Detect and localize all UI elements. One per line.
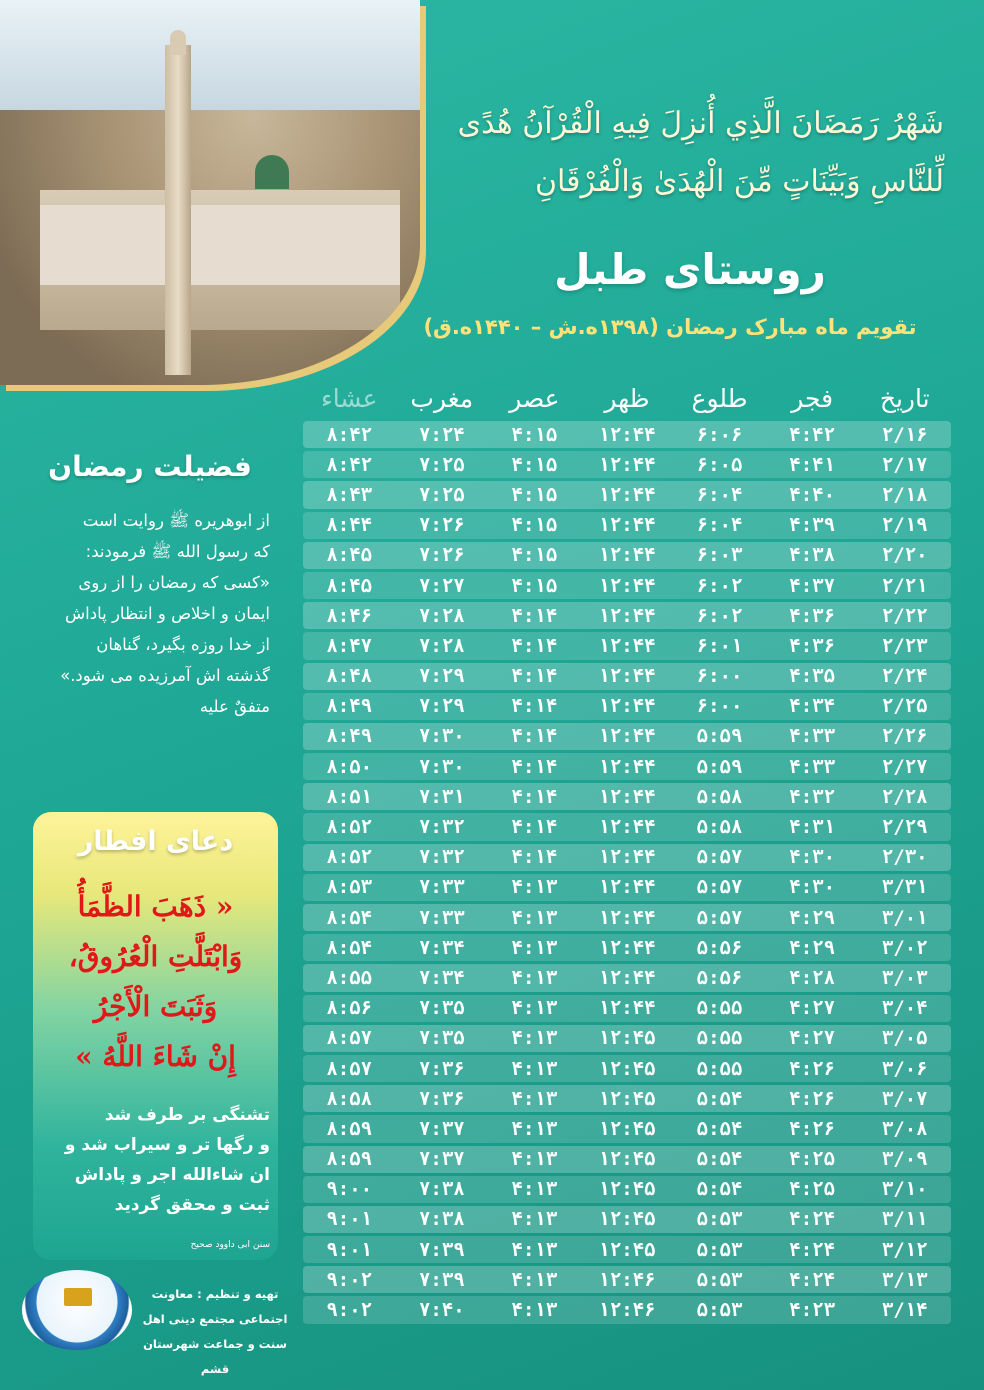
cell-date: ۳/۱۱: [881, 1208, 928, 1231]
cell-dhuhr: ۱۲:۴۴: [598, 544, 656, 567]
cell-date: ۳/۱۲: [881, 1238, 928, 1261]
table-row: [303, 481, 951, 508]
cell-sunrise: ۶:۰۲: [696, 574, 743, 597]
cell-sunrise: ۶:۰۴: [696, 483, 743, 506]
table-row: [303, 663, 951, 690]
cell-asr: ۴:۱۳: [511, 876, 558, 899]
organization-logo: [22, 1270, 132, 1350]
dua-arabic-line: « ذَهَبَ الظَّمَأُ: [77, 890, 234, 923]
cell-isha: ۸:۵۹: [326, 1117, 373, 1140]
cell-fajr: ۴:۲۹: [789, 936, 836, 959]
cell-dhuhr: ۱۲:۴۴: [598, 906, 656, 929]
cell-fajr: ۴:۲۴: [789, 1268, 836, 1291]
iftar-dua-box: [33, 812, 278, 1260]
cell-maghrib: ۷:۲۵: [418, 453, 465, 476]
cell-date: ۲/۲۰: [881, 544, 928, 567]
cell-maghrib: ۷:۳۰: [418, 725, 465, 748]
cell-isha: ۸:۵۹: [326, 1148, 373, 1171]
cell-maghrib: ۷:۳۸: [418, 1208, 465, 1231]
table-row: [303, 874, 951, 901]
cell-sunrise: ۵:۵۵: [696, 1057, 743, 1080]
cell-maghrib: ۷:۳۲: [418, 816, 465, 839]
cell-date: ۲/۱۸: [881, 483, 928, 506]
cell-date: ۳/۰۳: [881, 966, 928, 989]
cell-asr: ۴:۱۴: [511, 785, 558, 808]
cell-isha: ۸:۵۳: [326, 876, 373, 899]
cell-asr: ۴:۱۴: [511, 695, 558, 718]
cell-maghrib: ۷:۳۳: [418, 906, 465, 929]
cell-dhuhr: ۱۲:۴۵: [598, 1178, 656, 1201]
cell-fajr: ۴:۳۶: [789, 634, 836, 657]
cell-dhuhr: ۱۲:۴۴: [598, 725, 656, 748]
cell-fajr: ۴:۲۷: [789, 1027, 836, 1050]
table-row: [303, 995, 951, 1022]
table-row: [303, 813, 951, 840]
dua-arabic: [43, 882, 268, 1082]
table-row: [303, 934, 951, 961]
cell-isha: ۸:۴۳: [326, 483, 373, 506]
table-row: [303, 783, 951, 810]
cell-maghrib: ۷:۳۹: [418, 1238, 465, 1261]
cell-dhuhr: ۱۲:۴۴: [598, 695, 656, 718]
cell-sunrise: ۵:۵۴: [696, 1117, 743, 1140]
cell-asr: ۴:۱۵: [511, 514, 558, 537]
cell-sunrise: ۵:۵۶: [696, 966, 743, 989]
cell-date: ۲/۱۶: [881, 423, 928, 446]
cell-dhuhr: ۱۲:۴۴: [598, 816, 656, 839]
table-row: [303, 1055, 951, 1082]
table-row: [303, 421, 951, 448]
cell-asr: ۴:۱۵: [511, 483, 558, 506]
cell-maghrib: ۷:۳۴: [418, 966, 465, 989]
cell-fajr: ۴:۲۴: [789, 1208, 836, 1231]
virtue-line: از ابوهریره ﷺ روایت است: [82, 511, 270, 530]
table-row: [303, 1115, 951, 1142]
cell-asr: ۴:۱۳: [511, 1268, 558, 1291]
prayer-times-table: [303, 378, 951, 1324]
cell-sunrise: ۵:۵۸: [696, 816, 743, 839]
dua-translation: [41, 1100, 270, 1220]
cell-maghrib: ۷:۳۱: [418, 785, 465, 808]
cell-fajr: ۴:۳۲: [789, 785, 836, 808]
cell-asr: ۴:۱۳: [511, 1117, 558, 1140]
cell-isha: ۸:۵۷: [326, 1057, 373, 1080]
cell-date: ۲/۲۶: [881, 725, 928, 748]
cell-maghrib: ۷:۳۹: [418, 1268, 465, 1291]
cell-sunrise: ۶:۰۰: [696, 695, 743, 718]
table-row: [303, 904, 951, 931]
header-dhuhr: ظهر: [604, 383, 650, 413]
cell-sunrise: ۵:۵۳: [696, 1268, 743, 1291]
cell-date: ۳/۰۹: [881, 1148, 928, 1171]
cell-dhuhr: ۱۲:۴۵: [598, 1087, 656, 1110]
cell-dhuhr: ۱۲:۴۶: [598, 1268, 656, 1291]
cell-sunrise: ۵:۵۷: [696, 876, 743, 899]
header-asr: عصر: [509, 383, 560, 413]
cell-date: ۲/۱۹: [881, 514, 928, 537]
cell-isha: ۸:۵۴: [326, 906, 373, 929]
verse-line-1: شَهْرُ رَمَضَانَ الَّذِي أُنزِلَ فِيهِ الْقُرْآنُ هُدًى: [457, 106, 944, 141]
virtue-line: «کسی که رمضان را از روی: [78, 573, 270, 592]
cell-maghrib: ۷:۳۶: [418, 1057, 465, 1080]
cell-asr: ۴:۱۴: [511, 634, 558, 657]
cell-date: ۲/۲۵: [881, 695, 928, 718]
cell-fajr: ۴:۲۳: [789, 1299, 836, 1322]
table-row: [303, 1146, 951, 1173]
cell-asr: ۴:۱۵: [511, 453, 558, 476]
cell-sunrise: ۵:۵۷: [696, 846, 743, 869]
cell-date: ۳/۰۶: [881, 1057, 928, 1080]
verse-line-2: لِّلنَّاسِ وَبَيِّنَاتٍ مِّنَ الْهُدَىٰ وَالْفُرْقَانِ: [535, 164, 944, 199]
cell-maghrib: ۷:۲۹: [418, 695, 465, 718]
cell-maghrib: ۷:۲۷: [418, 574, 465, 597]
cell-sunrise: ۶:۰۴: [696, 514, 743, 537]
cell-fajr: ۴:۳۳: [789, 725, 836, 748]
quran-verse: [424, 95, 944, 211]
table-row: [303, 1236, 951, 1263]
cell-isha: ۸:۴۷: [326, 634, 373, 657]
table-body: [303, 421, 951, 1324]
cell-dhuhr: ۱۲:۴۴: [598, 936, 656, 959]
cell-maghrib: ۷:۲۸: [418, 634, 465, 657]
cell-sunrise: ۵:۵۹: [696, 725, 743, 748]
cell-isha: ۸:۵۲: [326, 846, 373, 869]
cell-date: ۳/۱۰: [881, 1178, 928, 1201]
logo-book-icon: [64, 1288, 92, 1306]
cell-isha: ۹:۰۲: [326, 1268, 373, 1291]
cell-asr: ۴:۱۳: [511, 1238, 558, 1261]
table-row: [303, 1206, 951, 1233]
credits: [140, 1282, 290, 1382]
cell-maghrib: ۷:۲۹: [418, 665, 465, 688]
credits-line: سنت و جماعت شهرستان قشم: [143, 1337, 287, 1376]
cell-maghrib: ۷:۳۶: [418, 1087, 465, 1110]
cell-maghrib: ۷:۳۵: [418, 1027, 465, 1050]
virtue-line: که رسول الله ﷺ فرمودند:: [85, 542, 270, 561]
cell-maghrib: ۷:۳۵: [418, 997, 465, 1020]
cell-maghrib: ۷:۳۰: [418, 755, 465, 778]
mosque-photo: [0, 0, 420, 385]
cell-dhuhr: ۱۲:۴۴: [598, 423, 656, 446]
cell-sunrise: ۵:۵۳: [696, 1208, 743, 1231]
cell-isha: ۸:۵۲: [326, 816, 373, 839]
cell-dhuhr: ۱۲:۴۵: [598, 1027, 656, 1050]
cell-sunrise: ۵:۵۸: [696, 785, 743, 808]
cell-asr: ۴:۱۵: [511, 574, 558, 597]
cell-isha: ۹:۰۱: [326, 1208, 373, 1231]
cell-asr: ۴:۱۴: [511, 665, 558, 688]
cell-fajr: ۴:۴۱: [789, 453, 836, 476]
dua-translation-line: و رگها تر و سیراب شد و: [64, 1135, 270, 1155]
cell-fajr: ۴:۳۹: [789, 514, 836, 537]
dua-arabic-line: وَابْتَلَّتِ الْعُرُوقُ،: [68, 940, 243, 973]
cell-sunrise: ۵:۵۴: [696, 1148, 743, 1171]
cell-asr: ۴:۱۳: [511, 1299, 558, 1322]
cell-sunrise: ۶:۰۵: [696, 453, 743, 476]
cell-dhuhr: ۱۲:۴۴: [598, 665, 656, 688]
dua-translation-line: ان شاءالله اجر و پاداش: [74, 1165, 270, 1185]
cell-sunrise: ۵:۵۷: [696, 906, 743, 929]
cell-dhuhr: ۱۲:۴۴: [598, 876, 656, 899]
cell-asr: ۴:۱۳: [511, 936, 558, 959]
cell-asr: ۴:۱۳: [511, 1057, 558, 1080]
dua-translation-line: ثبت و محقق گردید: [114, 1195, 270, 1215]
cell-maghrib: ۷:۲۵: [418, 483, 465, 506]
table-row: [303, 451, 951, 478]
cell-date: ۳/۰۵: [881, 1027, 928, 1050]
cell-isha: ۸:۵۸: [326, 1087, 373, 1110]
cell-isha: ۸:۴۴: [326, 514, 373, 537]
photo-dome: [255, 155, 289, 189]
dua-source: سنن ابی داوود صحیح: [190, 1240, 270, 1250]
cell-fajr: ۴:۲۶: [789, 1117, 836, 1140]
cell-date: ۲/۲۲: [881, 604, 928, 627]
cell-date: ۳/۰۱: [881, 906, 928, 929]
cell-asr: ۴:۱۴: [511, 846, 558, 869]
cell-fajr: ۴:۲۴: [789, 1238, 836, 1261]
cell-fajr: ۴:۳۸: [789, 544, 836, 567]
cell-fajr: ۴:۲۵: [789, 1148, 836, 1171]
cell-date: ۲/۲۹: [881, 816, 928, 839]
dua-title: دعای افطار: [77, 826, 234, 857]
cell-date: ۲/۲۱: [881, 574, 928, 597]
dua-arabic-line: إِنْ شَاءَ اللَّهُ »: [75, 1040, 236, 1073]
cell-isha: ۸:۵۴: [326, 936, 373, 959]
virtue-line: ایمان و اخلاص و انتظار پاداش: [65, 604, 270, 623]
virtue-source: متفقٌ علیه: [199, 697, 270, 716]
cell-date: ۲/۱۷: [881, 453, 928, 476]
cell-dhuhr: ۱۲:۴۴: [598, 514, 656, 537]
cell-date: ۲/۲۳: [881, 634, 928, 657]
cell-sunrise: ۵:۵۵: [696, 1027, 743, 1050]
cell-isha: ۸:۵۰: [326, 755, 373, 778]
cell-isha: ۸:۵۶: [326, 997, 373, 1020]
photo-minaret: [165, 45, 191, 375]
table-row: [303, 844, 951, 871]
cell-asr: ۴:۱۵: [511, 544, 558, 567]
table-row: [303, 1085, 951, 1112]
cell-fajr: ۴:۳۴: [789, 695, 836, 718]
table-row: [303, 693, 951, 720]
cell-date: ۲/۲۸: [881, 785, 928, 808]
table-row: [303, 572, 951, 599]
cell-date: ۲/۲۷: [881, 755, 928, 778]
table-row: [303, 723, 951, 750]
cell-isha: ۹:۰۲: [326, 1299, 373, 1322]
cell-isha: ۸:۴۲: [326, 453, 373, 476]
table-header: [303, 378, 951, 418]
cell-maghrib: ۷:۲۴: [418, 423, 465, 446]
cell-dhuhr: ۱۲:۴۴: [598, 634, 656, 657]
cell-maghrib: ۷:۴۰: [418, 1299, 465, 1322]
cell-date: ۳/۰۸: [881, 1117, 928, 1140]
cell-sunrise: ۶:۰۱: [696, 634, 743, 657]
cell-isha: ۹:۰۰: [326, 1178, 373, 1201]
cell-fajr: ۴:۳۱: [789, 816, 836, 839]
cell-sunrise: ۵:۵۴: [696, 1087, 743, 1110]
cell-isha: ۸:۴۶: [326, 604, 373, 627]
cell-isha: ۹:۰۱: [326, 1238, 373, 1261]
cell-sunrise: ۶:۰۲: [696, 604, 743, 627]
cell-fajr: ۴:۳۵: [789, 665, 836, 688]
table-row: [303, 1266, 951, 1293]
cell-maghrib: ۷:۲۶: [418, 544, 465, 567]
cell-asr: ۴:۱۴: [511, 725, 558, 748]
cell-dhuhr: ۱۲:۴۵: [598, 1148, 656, 1171]
table-row: [303, 632, 951, 659]
header-date: تاریخ: [879, 383, 930, 413]
cell-dhuhr: ۱۲:۴۵: [598, 1057, 656, 1080]
cell-asr: ۴:۱۳: [511, 906, 558, 929]
cell-isha: ۸:۴۵: [326, 544, 373, 567]
cell-dhuhr: ۱۲:۴۴: [598, 997, 656, 1020]
cell-asr: ۴:۱۴: [511, 755, 558, 778]
cell-asr: ۴:۱۳: [511, 1178, 558, 1201]
photo-sky: [0, 0, 420, 110]
cell-isha: ۸:۴۲: [326, 423, 373, 446]
cell-sunrise: ۵:۵۳: [696, 1299, 743, 1322]
cell-dhuhr: ۱۲:۴۴: [598, 483, 656, 506]
photo-mosque-roof: [40, 205, 400, 285]
cell-fajr: ۴:۲۶: [789, 1087, 836, 1110]
calendar-subtitle: تقویم ماه مبارک رمضان (۱۳۹۸ه.ش – ۱۴۴۰ه.ق): [423, 315, 917, 339]
cell-maghrib: ۷:۳۷: [418, 1148, 465, 1171]
cell-fajr: ۴:۳۷: [789, 574, 836, 597]
cell-isha: ۸:۴۵: [326, 574, 373, 597]
cell-maghrib: ۷:۳۲: [418, 846, 465, 869]
cell-maghrib: ۷:۲۶: [418, 514, 465, 537]
table-row: [303, 512, 951, 539]
cell-sunrise: ۶:۰۰: [696, 665, 743, 688]
cell-maghrib: ۷:۳۷: [418, 1117, 465, 1140]
cell-dhuhr: ۱۲:۴۴: [598, 846, 656, 869]
cell-sunrise: ۵:۵۴: [696, 1178, 743, 1201]
cell-fajr: ۴:۳۳: [789, 755, 836, 778]
cell-isha: ۸:۴۹: [326, 725, 373, 748]
cell-fajr: ۴:۴۲: [789, 423, 836, 446]
cell-fajr: ۴:۳۰: [789, 876, 836, 899]
cell-isha: ۸:۵۷: [326, 1027, 373, 1050]
virtue-line: از خدا روزه بگیرد، گناهان: [96, 635, 270, 654]
cell-asr: ۴:۱۴: [511, 604, 558, 627]
virtue-section: [30, 440, 270, 722]
village-title: روستای طبل: [554, 245, 826, 294]
cell-date: ۳/۰۴: [881, 997, 928, 1020]
cell-isha: ۸:۵۱: [326, 785, 373, 808]
header-isha: عشاء: [320, 383, 378, 413]
cell-fajr: ۴:۲۸: [789, 966, 836, 989]
cell-dhuhr: ۱۲:۴۶: [598, 1299, 656, 1322]
table-row: [303, 1176, 951, 1203]
cell-fajr: ۴:۲۶: [789, 1057, 836, 1080]
photo-minaret-top: [170, 30, 186, 55]
cell-maghrib: ۷:۲۸: [418, 604, 465, 627]
header-fajr: فجر: [791, 383, 834, 413]
virtue-title: فضیلت رمضان: [48, 450, 252, 483]
credits-line: تهیه و تنظیم : معاونت: [151, 1287, 279, 1301]
cell-date: ۳/۰۲: [881, 936, 928, 959]
dua-translation-line: تشنگی بر طرف شد: [104, 1105, 270, 1125]
table-row: [303, 602, 951, 629]
cell-date: ۳/۳۱: [881, 876, 928, 899]
cell-maghrib: ۷:۳۳: [418, 876, 465, 899]
cell-asr: ۴:۱۵: [511, 423, 558, 446]
cell-sunrise: ۶:۰۳: [696, 544, 743, 567]
cell-sunrise: ۶:۰۶: [696, 423, 743, 446]
virtue-line: گذشته اش آمرزیده می شود.»: [60, 666, 270, 685]
cell-date: ۳/۰۷: [881, 1087, 928, 1110]
cell-fajr: ۴:۴۰: [789, 483, 836, 506]
cell-maghrib: ۷:۳۴: [418, 936, 465, 959]
cell-dhuhr: ۱۲:۴۴: [598, 453, 656, 476]
cell-asr: ۴:۱۳: [511, 966, 558, 989]
cell-dhuhr: ۱۲:۴۴: [598, 574, 656, 597]
cell-fajr: ۴:۲۵: [789, 1178, 836, 1201]
cell-isha: ۸:۵۵: [326, 966, 373, 989]
cell-sunrise: ۵:۵۳: [696, 1238, 743, 1261]
table-row: [303, 1296, 951, 1323]
cell-date: ۲/۳۰: [881, 846, 928, 869]
cell-asr: ۴:۱۳: [511, 1027, 558, 1050]
table-row: [303, 542, 951, 569]
cell-fajr: ۴:۲۹: [789, 906, 836, 929]
cell-dhuhr: ۱۲:۴۴: [598, 966, 656, 989]
cell-asr: ۴:۱۳: [511, 997, 558, 1020]
cell-dhuhr: ۱۲:۴۵: [598, 1117, 656, 1140]
cell-dhuhr: ۱۲:۴۴: [598, 604, 656, 627]
cell-isha: ۸:۴۸: [326, 665, 373, 688]
cell-sunrise: ۵:۵۹: [696, 755, 743, 778]
cell-asr: ۴:۱۳: [511, 1148, 558, 1171]
cell-date: ۳/۱۴: [881, 1299, 928, 1322]
table-row: [303, 753, 951, 780]
cell-sunrise: ۵:۵۶: [696, 936, 743, 959]
cell-dhuhr: ۱۲:۴۵: [598, 1238, 656, 1261]
cell-isha: ۸:۴۹: [326, 695, 373, 718]
table-row: [303, 964, 951, 991]
cell-fajr: ۴:۳۶: [789, 604, 836, 627]
table-row: [303, 1025, 951, 1052]
cell-date: ۲/۲۴: [881, 665, 928, 688]
cell-fajr: ۴:۳۰: [789, 846, 836, 869]
header-maghrib: مغرب: [410, 383, 474, 413]
cell-fajr: ۴:۲۷: [789, 997, 836, 1020]
cell-asr: ۴:۱۳: [511, 1208, 558, 1231]
header-sunrise: طلوع: [691, 383, 748, 413]
cell-dhuhr: ۱۲:۴۴: [598, 785, 656, 808]
dua-arabic-line: وَثَبَتَ الْأَجْرُ: [93, 990, 218, 1023]
credits-line: اجتماعی مجتمع دینی اهل: [142, 1312, 288, 1326]
cell-dhuhr: ۱۲:۴۴: [598, 755, 656, 778]
cell-maghrib: ۷:۳۸: [418, 1178, 465, 1201]
cell-sunrise: ۵:۵۵: [696, 997, 743, 1020]
cell-date: ۳/۱۳: [881, 1268, 928, 1291]
cell-asr: ۴:۱۳: [511, 1087, 558, 1110]
cell-asr: ۴:۱۴: [511, 816, 558, 839]
cell-dhuhr: ۱۲:۴۵: [598, 1208, 656, 1231]
